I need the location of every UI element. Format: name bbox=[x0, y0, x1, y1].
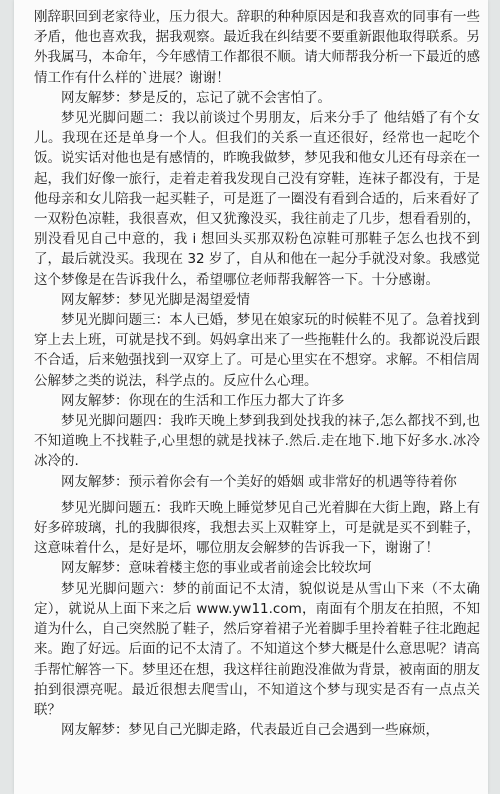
answer-paragraph: 网友解梦：你现在的生活和工作压力都大了许多 bbox=[61, 392, 345, 409]
document-page bbox=[14, 0, 488, 794]
question-paragraph: 梦见光脚问题四：我昨天晚上梦到我到处找我的袜子,怎么都找不到,也不知道晚上不找鞋子,心里想的就是找袜子.然后.走在地下.地下好多水.冰冷冰冷的. bbox=[34, 413, 480, 470]
question-paragraph: 梦见光脚问题三：本人已婚，梦见在娘家玩的时候鞋不见了。急着找到穿上去上班，可就是找不到。妈妈拿出来了一些拖鞋什么的。我都说没后跟不合适，后来勉强找到一双穿上了。可是心里实在不想穿。求解。不相信周公解梦之类的说法，科学点的。反应什么心理。 bbox=[34, 312, 480, 389]
question-paragraph: 梦见光脚问题六：梦的前面记不太清，貌似说是从雪山下来（不太确定），就说从上面下来之后 www.yw11.com，南面有个朋友在拍照，不知道为什么，自己突然脱了鞋子，然后穿着裙子光着脚手里拎着鞋子往北跑起来。跑了好远。后面的记不太清了。不知道这个梦大概是什么意思呢？请高手帮忙解答一下。梦里还在想，我这样往前跑没准做为背景，被南面的朋友拍到很漂亮呢。最近很想去爬雪山，不知道这个梦与现实是否有一点点关联？ bbox=[34, 580, 480, 718]
answer-paragraph: 网友解梦：意味着楼主您的事业或者前途会比较坎坷 bbox=[61, 560, 372, 577]
answer-paragraph: 网友解梦：预示着你会有一个美好的婚姻 或非常好的机遇等待着你 bbox=[61, 473, 457, 490]
question-paragraph: 梦见光脚问题五：我昨天晚上睡觉梦见自己光着脚在大街上跑，路上有好多碎玻璃，扎的我脚很疼，我想去买上双鞋穿上，可是就是买不到鞋子，这意味着什么，是好是坏，哪位朋友会解梦的告诉我一下，谢谢了！ bbox=[34, 499, 480, 557]
question-paragraph: 梦见光脚问题二：我以前谈过个男朋友，后来分手了 他结婚了有个女儿。我现在还是单身一个人。但我们的关系一直还很好，经常也一起吃个饭。说实话对他也是有感情的，昨晚我做梦，梦见我和他女儿还有母亲在一起，我们好像一旅行，走着走着我发现自己没有穿鞋，连袜子都没有，于是他母亲和女儿陪我一起买鞋子，可是逛了一圈没有看到合适的，后来看好了一双粉色凉鞋，我很喜欢，但又犹豫没买，我往前走了几步，想看看别的，别没看见自己中意的，我 i 想回头买那双粉色凉鞋可那鞋子怎么也找不到了，最后就没买。我现在 32 岁了，自从和他在一起分手就没对象。我感觉这个梦像是在告诉我什么，希望哪位老师帮我解答一下。十分感谢。 bbox=[34, 110, 480, 288]
article-body bbox=[14, 0, 488, 740]
question-paragraph: 刚辞职回到老家待业，压力很大。辞职的种种原因是和我喜欢的同事有一些矛盾，他也喜欢我，据我观察。最近我在纠结要不要重新跟他取得联系。另外我属马，本命年，今年感情工作都很不顺。请大师帮我分析一下最近的感情工作有什么样的`进展？谢谢！ bbox=[34, 9, 480, 86]
answer-paragraph: 网友解梦：梦是反的，忘记了就不会害怕了。 bbox=[61, 89, 331, 106]
answer-paragraph: 网友解梦：梦见自己光脚走路，代表最近自己会遇到一些麻烦， bbox=[61, 722, 439, 739]
answer-paragraph: 网友解梦：梦见光脚是渴望爱情 bbox=[61, 291, 250, 308]
